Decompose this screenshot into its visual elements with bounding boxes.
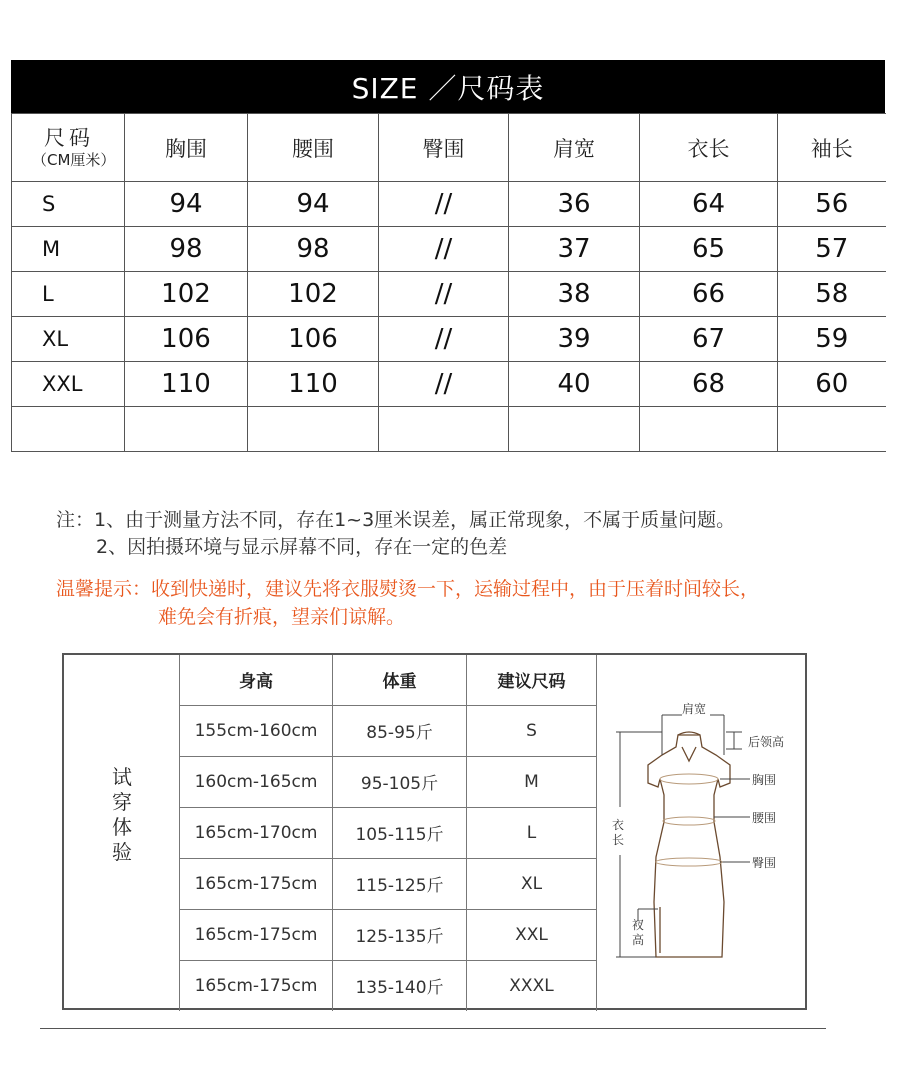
waist-cell: 98 xyxy=(248,227,379,272)
empty-cell xyxy=(509,407,640,452)
height-cell: 165cm-175cm xyxy=(180,858,333,909)
chest-cell: 98 xyxy=(125,227,248,272)
diagram-shoulder-label: 肩宽 xyxy=(682,702,707,716)
table-row xyxy=(180,705,597,756)
table-row xyxy=(180,858,597,909)
note-line-1: 注：1、由于测量方法不同，存在1~3厘米误差，属正常现象，不属于质量问题。 xyxy=(56,509,736,531)
size-chart-table xyxy=(11,113,886,452)
table-row xyxy=(180,909,597,960)
height-cell: 165cm-175cm xyxy=(180,960,333,1011)
dress-measurement-diagram xyxy=(602,657,802,1007)
weight-cell: 105-115斤 xyxy=(333,807,467,858)
diagram-length-label: 衣长 xyxy=(612,818,625,847)
table-row xyxy=(12,182,886,227)
note-line-2: 2、因拍摄环境与显示屏幕不同，存在一定的色差 xyxy=(96,536,508,558)
chest-cell: 94 xyxy=(125,182,248,227)
length-cell: 64 xyxy=(640,182,778,227)
bottom-divider xyxy=(40,1028,826,1029)
shoulder-cell: 40 xyxy=(509,362,640,407)
weight-cell: 125-135斤 xyxy=(333,909,467,960)
diagram-hip-label: 臀围 xyxy=(752,856,777,870)
empty-cell xyxy=(640,407,778,452)
empty-cell xyxy=(379,407,509,452)
header-size-unit: （CM厘米） xyxy=(32,150,116,169)
sleeve-cell: 56 xyxy=(778,182,886,227)
height-cell: 165cm-175cm xyxy=(180,909,333,960)
waist-cell: 94 xyxy=(248,182,379,227)
waist-cell: 106 xyxy=(248,317,379,362)
length-cell: 66 xyxy=(640,272,778,317)
size-cell: L xyxy=(467,807,597,858)
size-chart-title: SIZE ／尺码表 xyxy=(11,60,885,113)
table-row xyxy=(180,756,597,807)
size-cell: L xyxy=(12,272,125,317)
weight-cell: 135-140斤 xyxy=(333,960,467,1011)
warning-line-2: 难免会有折痕，望亲们谅解。 xyxy=(158,606,406,628)
shoulder-cell: 36 xyxy=(509,182,640,227)
shoulder-cell: 37 xyxy=(509,227,640,272)
empty-cell xyxy=(778,407,886,452)
size-cell: M xyxy=(12,227,125,272)
header-waist: 腰围 xyxy=(248,114,379,182)
warning-line-1: 温馨提示：收到快递时，建议先将衣服熨烫一下，运输过程中，由于压着时间较长， xyxy=(56,578,760,600)
height-cell: 155cm-160cm xyxy=(180,705,333,756)
sleeve-cell: 59 xyxy=(778,317,886,362)
diagram-collar-label: 后领高 xyxy=(748,735,785,749)
table-row-empty xyxy=(12,407,886,452)
header-height: 身高 xyxy=(180,655,333,705)
table-row xyxy=(12,362,886,407)
height-cell: 160cm-165cm xyxy=(180,756,333,807)
table-row xyxy=(180,807,597,858)
weight-cell: 115-125斤 xyxy=(333,858,467,909)
header-length: 衣长 xyxy=(640,114,778,182)
length-cell: 67 xyxy=(640,317,778,362)
size-cell: S xyxy=(12,182,125,227)
header-hip: 臀围 xyxy=(379,114,509,182)
shoulder-cell: 38 xyxy=(509,272,640,317)
hip-cell: // xyxy=(379,362,509,407)
dress-outline-icon xyxy=(648,732,730,957)
header-size-label: 尺码 xyxy=(44,125,94,150)
trial-fit-label: 试 穿 体 验 xyxy=(112,765,132,864)
table-row xyxy=(12,317,886,362)
chest-cell: 102 xyxy=(125,272,248,317)
sleeve-cell: 60 xyxy=(778,362,886,407)
empty-cell xyxy=(12,407,125,452)
empty-cell xyxy=(248,407,379,452)
size-cell: XL xyxy=(12,317,125,362)
weight-cell: 85-95斤 xyxy=(333,705,467,756)
trial-header-row xyxy=(180,655,597,705)
size-cell: XXL xyxy=(12,362,125,407)
waist-cell: 102 xyxy=(248,272,379,317)
header-suggested-size: 建议尺码 xyxy=(467,655,597,705)
height-cell: 165cm-170cm xyxy=(180,807,333,858)
trial-fit-panel xyxy=(62,653,807,1010)
size-cell: XXL xyxy=(467,909,597,960)
header-shoulder: 肩宽 xyxy=(509,114,640,182)
trial-fit-table xyxy=(179,655,597,1011)
waist-cell: 110 xyxy=(248,362,379,407)
size-cell: S xyxy=(467,705,597,756)
size-chart-header-row xyxy=(12,114,886,182)
hip-cell: // xyxy=(379,272,509,317)
diagram-slit-label: 衩高 xyxy=(632,918,645,947)
length-cell: 65 xyxy=(640,227,778,272)
length-cell: 68 xyxy=(640,362,778,407)
diagram-waist-label: 腰围 xyxy=(752,811,777,825)
size-cell: XXXL xyxy=(467,960,597,1011)
empty-cell xyxy=(125,407,248,452)
hip-cell: // xyxy=(379,227,509,272)
shoulder-cell: 39 xyxy=(509,317,640,362)
size-cell: M xyxy=(467,756,597,807)
header-chest: 胸围 xyxy=(125,114,248,182)
weight-cell: 95-105斤 xyxy=(333,756,467,807)
chest-cell: 110 xyxy=(125,362,248,407)
table-row xyxy=(12,227,886,272)
hip-cell: // xyxy=(379,182,509,227)
table-row xyxy=(180,960,597,1011)
chest-cell: 106 xyxy=(125,317,248,362)
size-cell: XL xyxy=(467,858,597,909)
diagram-chest-label: 胸围 xyxy=(752,773,777,787)
sleeve-cell: 57 xyxy=(778,227,886,272)
header-size xyxy=(12,114,125,182)
table-row xyxy=(12,272,886,317)
header-sleeve: 袖长 xyxy=(778,114,886,182)
hip-cell: // xyxy=(379,317,509,362)
body-lines xyxy=(656,774,722,866)
header-weight: 体重 xyxy=(333,655,467,705)
sleeve-cell: 58 xyxy=(778,272,886,317)
